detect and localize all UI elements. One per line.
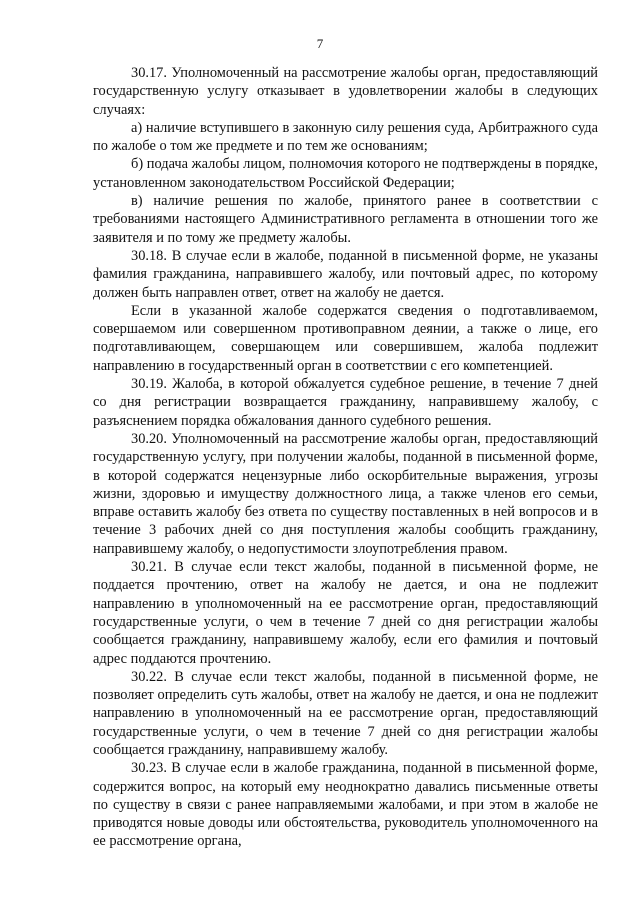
- paragraph-30-22: 30.22. В случае если текст жалобы, поданной в письменной форме, не позволяет определить суть жалобы, ответ на жалобу не дается, и она не подлежит направлению в уполномоченный на ее рассмотрение орган, предоставляющий государственные услуги, о чем в течение 7 дней со дня регистрации жалобы сообщается гражданину, направившему жалобу.: [93, 668, 598, 758]
- page-number: 7: [316, 36, 324, 51]
- paragraph-30-17-b: б) подача жалобы лицом, полномочия которого не подтверждены в порядке, установленном законодательством Российской Федерации;: [93, 156, 598, 191]
- paragraph-30-20: 30.20. Уполномоченный на рассмотрение жалобы орган, предоставляющий государственную услугу, при получении жалобы, поданной в письменной форме, в которой содержатся нецензурные либо оскорбительные выражения, угрозы жизни, здоровью и имуществу должностного лица, а также членов его семьи, вправе оставить жалобу без ответа по существу поставленных в ней вопросов и в течение 3 рабочих дней со дня поступления жалобы сообщить гражданину, направившему жалобу, о недопустимости злоупотребления правом.: [93, 430, 598, 557]
- document-body: [93, 64, 598, 851]
- paragraph-30-23: 30.23. В случае если в жалобе гражданина, поданной в письменной форме, содержится вопрос, на который ему неоднократно давались письменные ответы по существу в связи с ранее направляемыми жалобами, и при этом в жалобе не приводятся новые доводы или обстоятельства, руководитель уполномоченного на ее рассмотрение органа,: [93, 760, 598, 850]
- paragraph-30-17-a: а) наличие вступившего в законную силу решения суда, Арбитражного суда по жалобе о том же предмете и по тем же основаниям;: [93, 119, 598, 155]
- paragraph-30-18-cont: Если в указанной жалобе содержатся сведения о подготавливаемом, совершаемом или совершенном противоправном деянии, а также о лице, его подготавливающем, совершающем или совершившем, жалоба подлежит направлению в государственный орган в соответствии с его компетенцией.: [93, 302, 598, 374]
- paragraph-30-17: 30.17. Уполномоченный на рассмотрение жалобы орган, предоставляющий государственную услугу отказывает в удовлетворении жалобы в следующих случаях:: [93, 65, 598, 118]
- paragraph-30-21: 30.21. В случае если текст жалобы, поданной в письменной форме, не поддается прочтению, ответ на жалобу не дается, и она не подлежит направлению в уполномоченный на ее рассмотрение орган, предоставляющий государственные услуги, о чем в течение 7 дней со дня регистрации жалобы сообщается гражданину, направившему жалобу, если его фамилия и почтовый адрес поддаются прочтению.: [93, 559, 598, 667]
- paragraph-30-17-v: в) наличие решения по жалобе, принятого ранее в соответствии с требованиями настоящего Административного регламента в отношении того же заявителя и по тому же предмету жалобы.: [93, 193, 598, 246]
- paragraph-30-18: 30.18. В случае если в жалобе, поданной в письменной форме, не указаны фамилия гражданина, направившего жалобу, или почтовый адрес, по которому должен быть направлен ответ, ответ на жалобу не дается.: [93, 247, 598, 301]
- paragraph-30-19: 30.19. Жалоба, в которой обжалуется судебное решение, в течение 7 дней со дня регистрации возвращается гражданину, направившему жалобу, с разъяснением порядка обжалования данного судебного решения.: [93, 376, 598, 429]
